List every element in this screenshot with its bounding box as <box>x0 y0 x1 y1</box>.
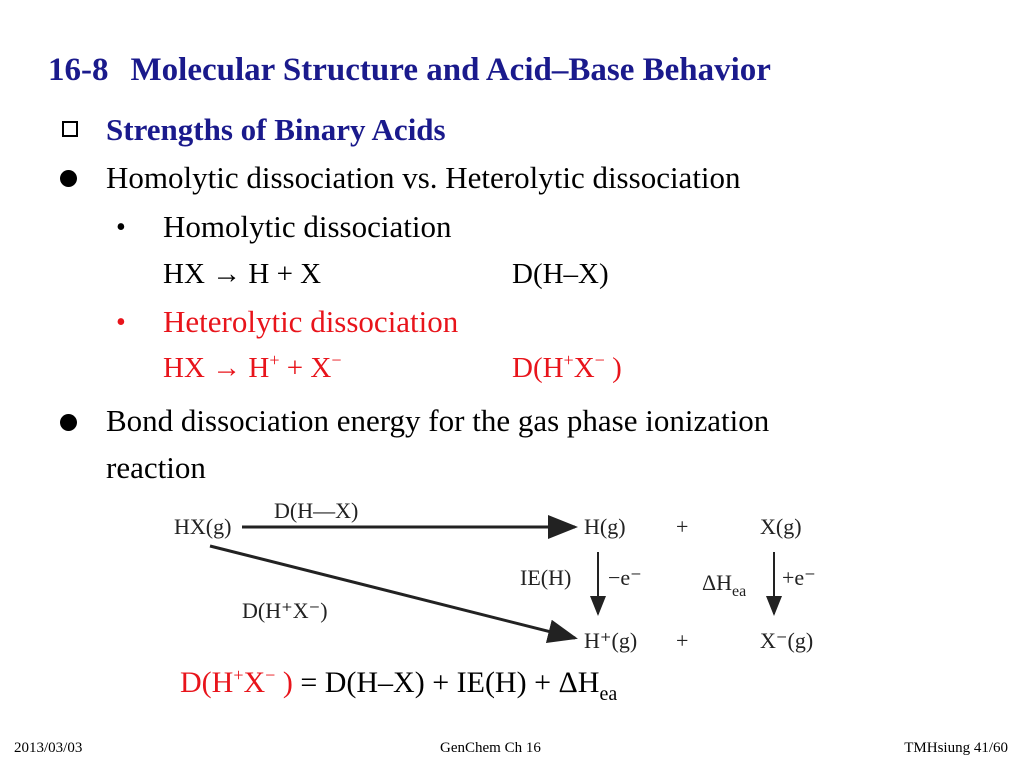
ie-h-label: IE(H) <box>520 565 572 590</box>
plus-electron-label: +e⁻ <box>782 565 816 590</box>
sub-bullet-icon: • <box>116 212 126 243</box>
section-number: 16-8 <box>48 52 109 88</box>
plus-label-2: + <box>676 628 689 653</box>
d-hpx-label: D(H⁺X⁻) <box>242 598 328 623</box>
bullet-homolytic-vs-heterolytic: Homolytic dissociation vs. Heterolytic dissociation <box>106 160 741 195</box>
minus-electron-label: −e⁻ <box>608 565 642 590</box>
h-plus-gas-label: H⁺(g) <box>584 628 638 653</box>
sub-bullet-icon: • <box>116 307 126 338</box>
heterolytic-reaction: HX → H+ + X− <box>163 350 342 384</box>
d-hx-label: D(H—X) <box>274 498 359 523</box>
heterolytic-arrow <box>210 546 575 638</box>
subheading: Strengths of Binary Acids <box>106 112 446 147</box>
homolytic-label: Homolytic dissociation <box>163 209 452 244</box>
homolytic-reaction: HX → H + X <box>163 258 322 290</box>
heterolytic-energy: D(H+X− ) <box>512 350 622 384</box>
slide-title <box>48 52 771 89</box>
h-gas-label: H(g) <box>584 514 626 539</box>
heterolytic-label: Heterolytic dissociation <box>163 304 459 339</box>
x-minus-gas-label: X⁻(g) <box>760 628 814 653</box>
footer-course: GenChem Ch 16 <box>440 740 541 756</box>
bond-energy-line-2: reaction <box>106 450 206 485</box>
hx-gas-label: HX(g) <box>174 514 232 539</box>
footer-date: 2013/03/03 <box>14 740 83 756</box>
plus-label: + <box>676 514 689 539</box>
x-gas-label: X(g) <box>760 514 802 539</box>
born-haber-cycle-diagram <box>170 496 850 666</box>
footer-page-number: TMHsiung 41/60 <box>904 740 1008 756</box>
bullet-dot-icon <box>60 414 77 431</box>
energy-equation: D(H+X− ) = $D(H-X) + IE(H) + \Delta H_{ea}$ <box>180 665 618 705</box>
bullet-dot-icon <box>60 170 77 187</box>
delta-h-ea-label: $\Delta H_{ea}$ <box>702 570 747 600</box>
square-bullet-icon <box>62 121 78 137</box>
bond-energy-line-1: Bond dissociation energy for the gas phase ionization <box>106 403 770 438</box>
homolytic-energy: D(H–X) <box>512 258 609 290</box>
section-title: Molecular Structure and Acid–Base Behavior <box>130 52 771 88</box>
